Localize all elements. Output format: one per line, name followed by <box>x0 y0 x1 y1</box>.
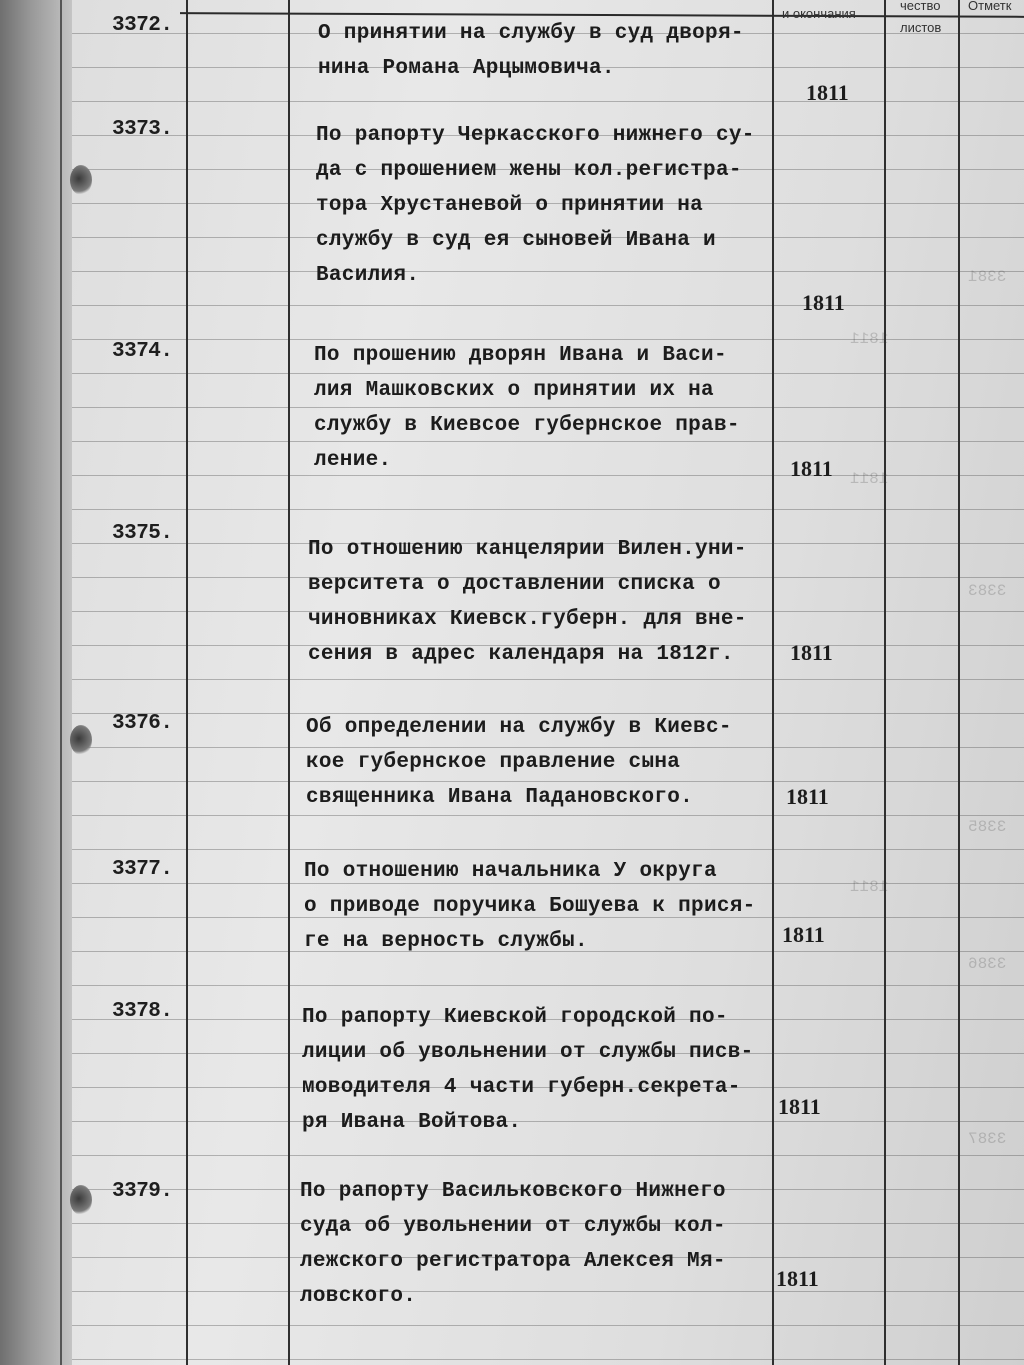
record-number: 3372. <box>112 14 173 37</box>
record-year: 1811 <box>802 290 845 315</box>
record-year: 1811 <box>786 784 829 809</box>
bleed-through-text: 3385 <box>968 818 1007 836</box>
header-count-bottom: листов <box>900 20 942 35</box>
column-rule <box>186 0 188 1365</box>
record-description: По рапорту Киевской городской по- лиции об увольнении от службы писв- моводителя 4 части губерн.секрета- ря Ивана Войтова. <box>302 1006 754 1134</box>
record-year: 1811 <box>778 1094 821 1119</box>
record-number: 3373. <box>112 118 173 141</box>
header-count-top: чество <box>900 0 941 13</box>
bleed-through-text: 3383 <box>968 582 1007 600</box>
record-year: 1811 <box>790 456 833 481</box>
bleed-through-text: 3381 <box>968 268 1007 286</box>
header-notes: Отметк <box>968 0 1012 13</box>
page-binding <box>0 0 72 1365</box>
header-dates: и окончания <box>782 6 856 21</box>
bleed-through-text: 1811 <box>850 878 889 896</box>
record-description: По рапорту Васильковского Нижнего суда об увольнении от службы кол- лежского регистратора Алексея Мя- ловского. <box>300 1180 726 1308</box>
punch-hole <box>70 725 92 755</box>
record-description: По отношению начальника У округа о приводе поручика Бошуева к прися- ге на верность службы. <box>304 860 756 953</box>
record-description: По отношению канцелярии Вилен.уни- верситета о доставлении списка о чиновниках Киевск.губерн. для вне- сения в адрес календаря на 1812г. <box>308 538 747 666</box>
record-number: 3377. <box>112 858 173 881</box>
record-description: По рапорту Черкасского нижнего су- да с прошением жены кол.регистра- тора Хрустаневой о принятии на службу в суд ея сыновей Ивана и Василия. <box>316 124 755 287</box>
record-number: 3379. <box>112 1180 173 1203</box>
record-year: 1811 <box>776 1266 819 1291</box>
record-number: 3375. <box>112 522 173 545</box>
record-year: 1811 <box>806 80 849 105</box>
record-year: 1811 <box>782 922 825 947</box>
record-number: 3376. <box>112 712 173 735</box>
record-year: 1811 <box>790 640 833 665</box>
record-number: 3378. <box>112 1000 173 1023</box>
record-description: Об определении на службу в Киевс- кое губернское правление сына священника Ивана Падановского. <box>306 716 732 809</box>
bleed-through-text: 3387 <box>968 1130 1007 1148</box>
record-description: О принятии на службу в суд дворя- нина Романа Арцымовича. <box>318 22 744 80</box>
bleed-through-text: 1811 <box>850 470 889 488</box>
bleed-through-text: 1811 <box>850 330 889 348</box>
punch-hole <box>70 1185 92 1215</box>
column-rule <box>288 0 290 1365</box>
punch-hole <box>70 165 92 195</box>
column-rule <box>958 0 960 1365</box>
column-rule <box>884 0 886 1365</box>
record-number: 3374. <box>112 340 173 363</box>
record-description: По прошению дворян Ивана и Васи- лия Машковских о принятии их на службу в Киевсое губернское прав- ление. <box>314 344 740 472</box>
bleed-through-text: 3386 <box>968 955 1007 973</box>
